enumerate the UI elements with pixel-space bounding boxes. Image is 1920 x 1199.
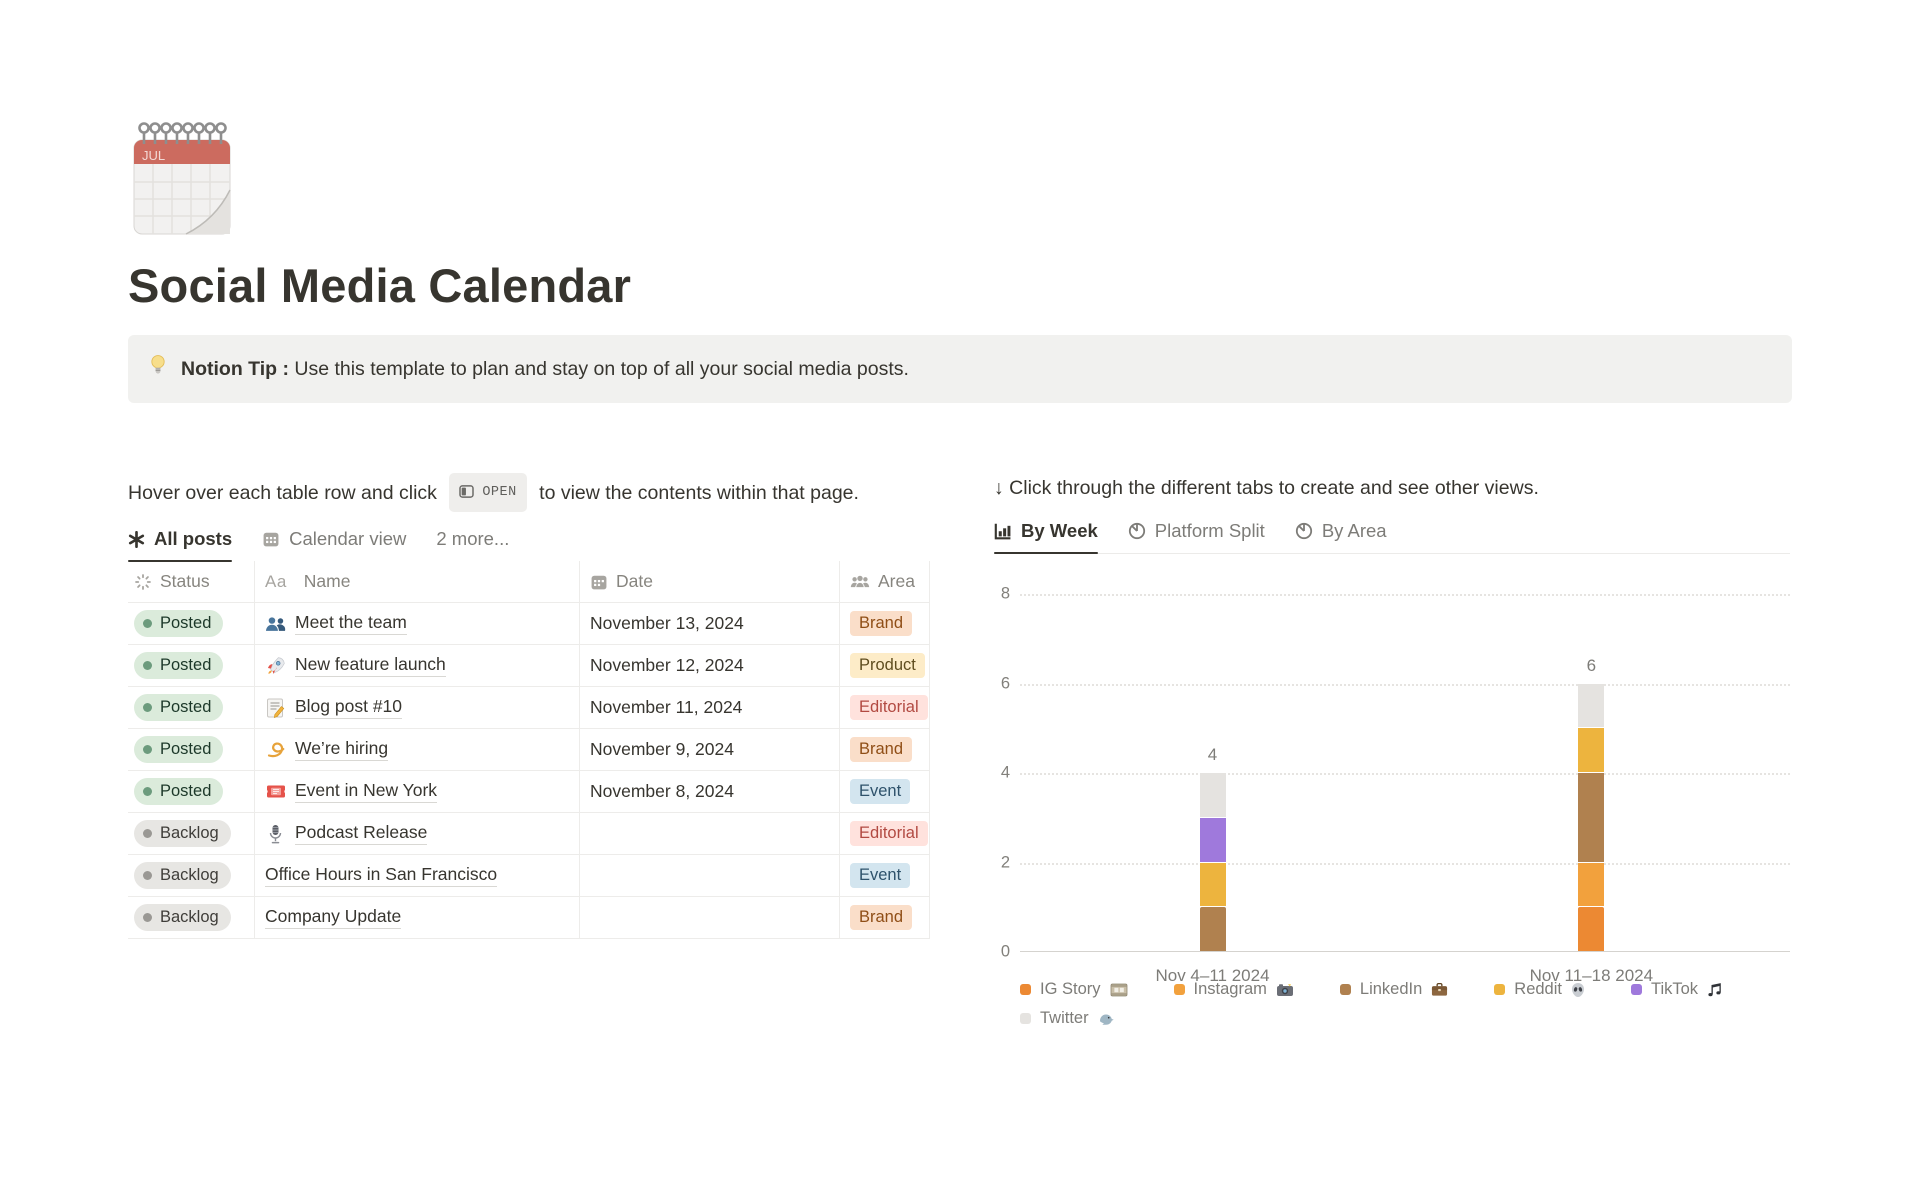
status-dot-icon [143,787,152,796]
table-header-row [128,561,930,603]
tab-calendar-view[interactable] [262,528,406,561]
gridline [1020,684,1790,686]
x-axis-line [1020,951,1790,952]
status-badge [134,736,223,763]
briefcase-icon [1431,982,1448,997]
open-button[interactable] [449,473,526,512]
tab-by-area[interactable] [1295,520,1387,553]
left-instructions: Hover over each table row and click OPEN to view the contents within that page. [128,473,932,512]
date-cell[interactable] [580,645,840,686]
notion-tip-callout [128,335,1792,403]
status-badge [134,862,231,889]
status-cell[interactable] [128,645,255,686]
area-cell[interactable] [840,687,930,728]
bar-chart-icon [994,522,1012,540]
area-tag: Event [850,863,910,888]
film-icon [1110,983,1128,997]
x-axis-category-label: Nov 11–18 2024 [1529,966,1654,985]
legend-label: Instagram [1193,980,1267,998]
legend-label: Twitter [1040,1009,1089,1027]
name-cell[interactable] [255,687,580,728]
name-cell[interactable] [255,645,580,686]
legend-label: IG Story [1040,980,1101,998]
gridline [1020,594,1790,596]
view-tabs-left [128,528,932,561]
name-cell[interactable] [255,855,580,896]
status-dot-icon [143,703,152,712]
name-cell[interactable] [255,771,580,812]
status-cell[interactable] [128,687,255,728]
area-cell[interactable] [840,897,930,938]
status-label: Posted [160,698,212,716]
bar-segment-tiktok [1200,818,1226,862]
people-icon [265,616,286,632]
pie-chart-icon [1295,522,1313,540]
table-row[interactable] [128,603,930,645]
spiral-calendar-icon[interactable] [128,118,236,240]
status-label: Posted [160,614,212,632]
camera-icon [1276,983,1294,997]
area-cell[interactable] [840,813,930,854]
status-badge [134,694,223,721]
bar-segment-reddit [1200,863,1226,907]
area-tag: Brand [850,611,912,636]
x-axis-category-label: Nov 4–11 2024 [1155,966,1270,985]
tab-label: Calendar view [289,528,407,549]
status-label: Backlog [160,824,219,842]
column-header-label: Name [303,571,351,591]
microphone-icon [265,824,286,844]
table-row[interactable] [128,897,930,939]
page-link[interactable]: Office Hours in San Francisco [265,864,497,887]
area-cell[interactable] [840,855,930,896]
rocket-icon [265,656,286,676]
status-cell[interactable] [128,603,255,644]
table-row[interactable] [128,729,930,771]
music-icon [1707,982,1722,998]
status-cell[interactable] [128,813,255,854]
status-cell[interactable] [128,855,255,896]
date-value: November 13, 2024 [590,613,744,633]
tab-platform-split[interactable] [1128,520,1265,553]
bar-segment-linkedin [1200,907,1226,951]
people-group-icon [850,574,870,589]
legend-row [1020,980,1790,999]
calendar-small-icon [590,573,608,591]
date-value: November 12, 2024 [590,655,744,675]
posts-section [128,473,932,1028]
date-cell[interactable] [580,813,840,854]
name-cell[interactable] [255,813,580,854]
bar-total-label: 6 [1586,655,1597,675]
memo-icon [265,698,286,718]
calendar-icon [262,530,280,548]
area-tag: Product [850,653,925,678]
stacked-bar-nov-11-18-2024[interactable] [1578,684,1604,952]
date-cell[interactable] [580,771,840,812]
right-instructions: ↓ Click through the different tabs to create and see other views. [994,477,1539,499]
tab-label: By Week [1021,520,1098,541]
bar-segment-instagram [1578,863,1604,907]
legend-item-linkedin [1340,980,1448,999]
status-dot-icon [143,913,152,922]
column-header-label: Area [878,571,915,591]
page-link[interactable]: Company Update [265,906,401,929]
tab-label: By Area [1321,520,1387,541]
status-badge [134,904,231,931]
tab-label: Platform Split [1154,520,1265,541]
stacked-bar-nov-4-11-2024[interactable] [1200,773,1226,951]
column-header-date[interactable] [580,561,840,602]
status-burst-icon [134,573,152,591]
status-dot-icon [143,871,152,880]
status-label: Backlog [160,866,219,884]
bird-icon [1098,1012,1114,1026]
bar-segment-twitter [1200,773,1226,817]
page-link[interactable]: Blog post #10 [295,696,402,719]
page-link[interactable]: Event in New York [295,780,437,803]
lightbulb-icon [150,354,166,384]
tab-label: All posts [154,528,233,549]
area-tag: Brand [850,737,912,762]
status-badge [134,652,223,679]
status-dot-icon [143,619,152,628]
status-dot-icon [143,745,152,754]
column-header-status[interactable] [128,561,255,602]
column-header-area[interactable] [840,561,930,602]
page-link[interactable]: Podcast Release [295,822,427,845]
posts-table [128,561,930,939]
tab-label: 2 more... [436,528,510,549]
page-link[interactable]: We’re hiring [295,738,388,761]
date-value: November 9, 2024 [590,739,734,759]
aa-icon: Aa [265,571,287,591]
status-cell[interactable] [128,771,255,812]
status-badge [134,610,223,637]
by-week-chart [994,584,1790,1028]
asterisk-icon [128,531,145,548]
date-cell[interactable] [580,687,840,728]
y-axis-tick-label: 6 [1000,674,1010,692]
status-cell[interactable] [128,729,255,770]
status-cell[interactable] [128,897,255,938]
area-tag: Brand [850,905,912,930]
table-row[interactable] [128,771,930,813]
table-row[interactable] [128,645,930,687]
pie-chart-icon [1128,522,1146,540]
date-value: November 8, 2024 [590,781,734,801]
date-cell[interactable] [580,729,840,770]
ticket-icon [265,783,286,800]
status-badge [134,778,223,805]
date-cell[interactable] [580,897,840,938]
name-cell[interactable] [255,603,580,644]
chart-plot [1000,584,1790,985]
gridline [1020,863,1790,865]
legend-swatch [1020,984,1031,995]
date-cell[interactable] [580,603,840,644]
page-link[interactable]: Meet the team [295,612,407,635]
date-value: November 11, 2024 [590,697,743,717]
y-axis-tick-label: 8 [1000,584,1010,603]
curly-loop-icon [265,740,286,760]
date-cell[interactable] [580,855,840,896]
area-cell[interactable] [840,771,930,812]
area-cell[interactable] [840,729,930,770]
status-label: Posted [160,740,212,758]
legend-item-twitter [1020,1009,1114,1028]
tab-all-posts[interactable] [128,528,232,561]
tab-2-more[interactable] [436,528,509,561]
view-tabs-right [994,520,1790,554]
area-cell[interactable] [840,645,930,686]
area-tag: Event [850,779,910,804]
side-peek-icon [459,477,474,508]
status-dot-icon [143,829,152,838]
callout-text: Notion Tip : Use this template to plan and stay on top of all your social media posts. [181,357,909,380]
legend-label: Reddit [1514,980,1562,998]
y-axis-tick-label: 0 [1000,942,1010,961]
bar-segment-twitter [1578,684,1604,728]
table-row[interactable] [128,855,930,897]
name-cell[interactable] [255,729,580,770]
tab-by-week[interactable] [994,520,1098,553]
status-label: Backlog [160,908,219,926]
area-tag: Editorial [850,821,928,846]
status-badge [134,820,231,847]
column-header-label: Date [616,571,653,591]
page-title: Social Media Calendar [128,259,632,312]
status-label: Posted [160,656,212,674]
chart-legend [1020,980,1790,1028]
legend-swatch [1494,984,1505,995]
legend-item-ig-story [1020,980,1128,999]
area-tag: Editorial [850,695,928,720]
name-cell[interactable] [255,897,580,938]
legend-swatch [1020,1013,1031,1024]
bar-segment-ig-story [1578,907,1604,951]
legend-label: TikTok [1650,980,1699,998]
y-axis-tick-label: 4 [1000,763,1010,782]
page-link[interactable]: New feature launch [295,654,446,677]
legend-swatch [1340,984,1351,995]
area-cell[interactable] [840,603,930,644]
open-button-label: OPEN [482,485,517,500]
bar-total-label: 4 [1207,745,1218,764]
table-row[interactable] [128,687,930,729]
table-row[interactable] [128,813,930,855]
bar-segment-reddit [1578,728,1604,772]
legend-row [1020,1009,1790,1028]
status-dot-icon [143,661,152,670]
column-header-label: Status [160,571,210,591]
legend-label: LinkedIn [1359,980,1423,998]
status-label: Posted [160,782,212,800]
y-axis-tick-label: 2 [1000,853,1010,871]
column-header-name[interactable] [255,561,580,602]
chart-section [994,473,1790,1028]
svg-text:JUL: JUL [142,148,166,163]
gridline [1020,773,1790,775]
bar-segment-linkedin [1578,773,1604,862]
